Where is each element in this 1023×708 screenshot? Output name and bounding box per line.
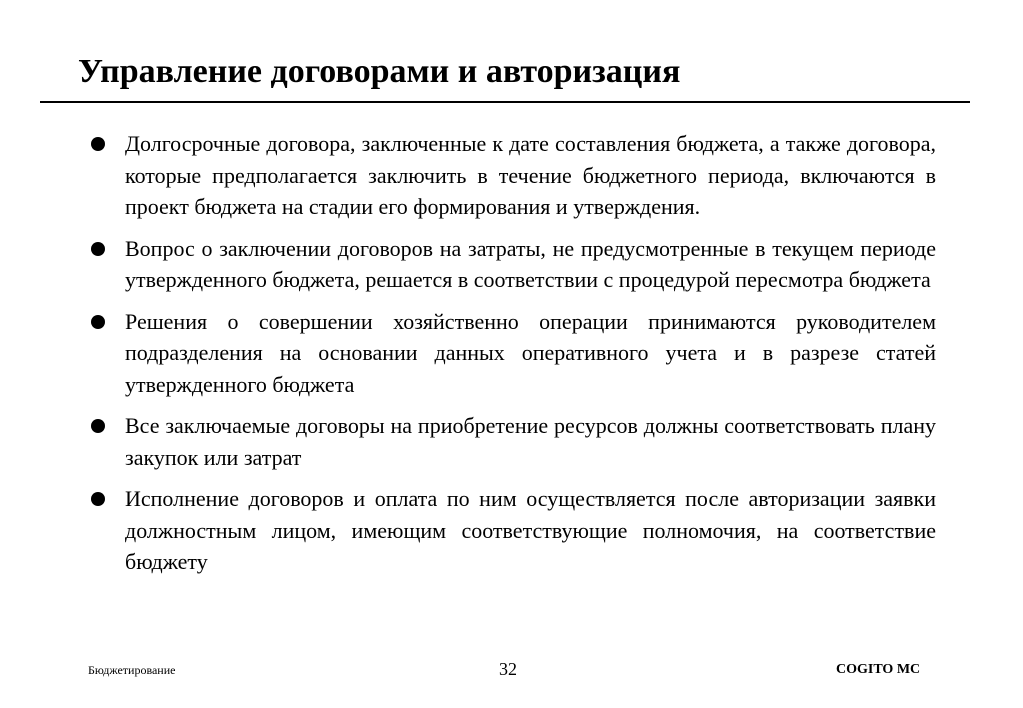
bullet-item <box>86 483 936 578</box>
bullet-icon <box>91 315 105 329</box>
bullet-text: Долгосрочные договора, заключенные к дате составления бюджета, а также договора, которые предполагается заключить в течение бюджетного периода, включаются в проект бюджета на стадии его формирования и утверждения. <box>125 131 936 219</box>
title-divider <box>40 101 970 103</box>
bullet-icon <box>91 492 105 506</box>
footer-section-name: Бюджетирование <box>88 663 176 677</box>
bullet-item <box>86 410 936 473</box>
bullet-text: Все заключаемые договоры на приобретение ресурсов должны соответствовать плану закупок или затрат <box>125 413 936 470</box>
bullet-item <box>86 128 936 223</box>
bullet-list <box>86 128 936 588</box>
bullet-item <box>86 233 936 296</box>
bullet-text: Исполнение договоров и оплата по ним осуществляется после авторизации заявки должностным лицом, имеющим соответствующие полномочия, на соответствие бюджету <box>125 486 936 574</box>
slide-title: Управление договорами и авторизация <box>78 53 681 90</box>
bullet-icon <box>91 419 105 433</box>
bullet-icon <box>91 137 105 151</box>
bullet-text: Вопрос о заключении договоров на затраты, не предусмотренные в текущем периоде утвержденного бюджета, решается в соответствии с процедурой пересмотра бюджета <box>125 235 936 292</box>
bullet-item <box>86 306 936 401</box>
footer-brand: COGITO MC <box>836 662 921 677</box>
page-number: 32 <box>499 659 517 679</box>
bullet-icon <box>91 242 105 256</box>
bullet-text: Решения о совершении хозяйственно операции принимаются руководителем подразделения на основании данных оперативного учета и в разрезе статей утвержденного бюджета <box>125 308 936 397</box>
